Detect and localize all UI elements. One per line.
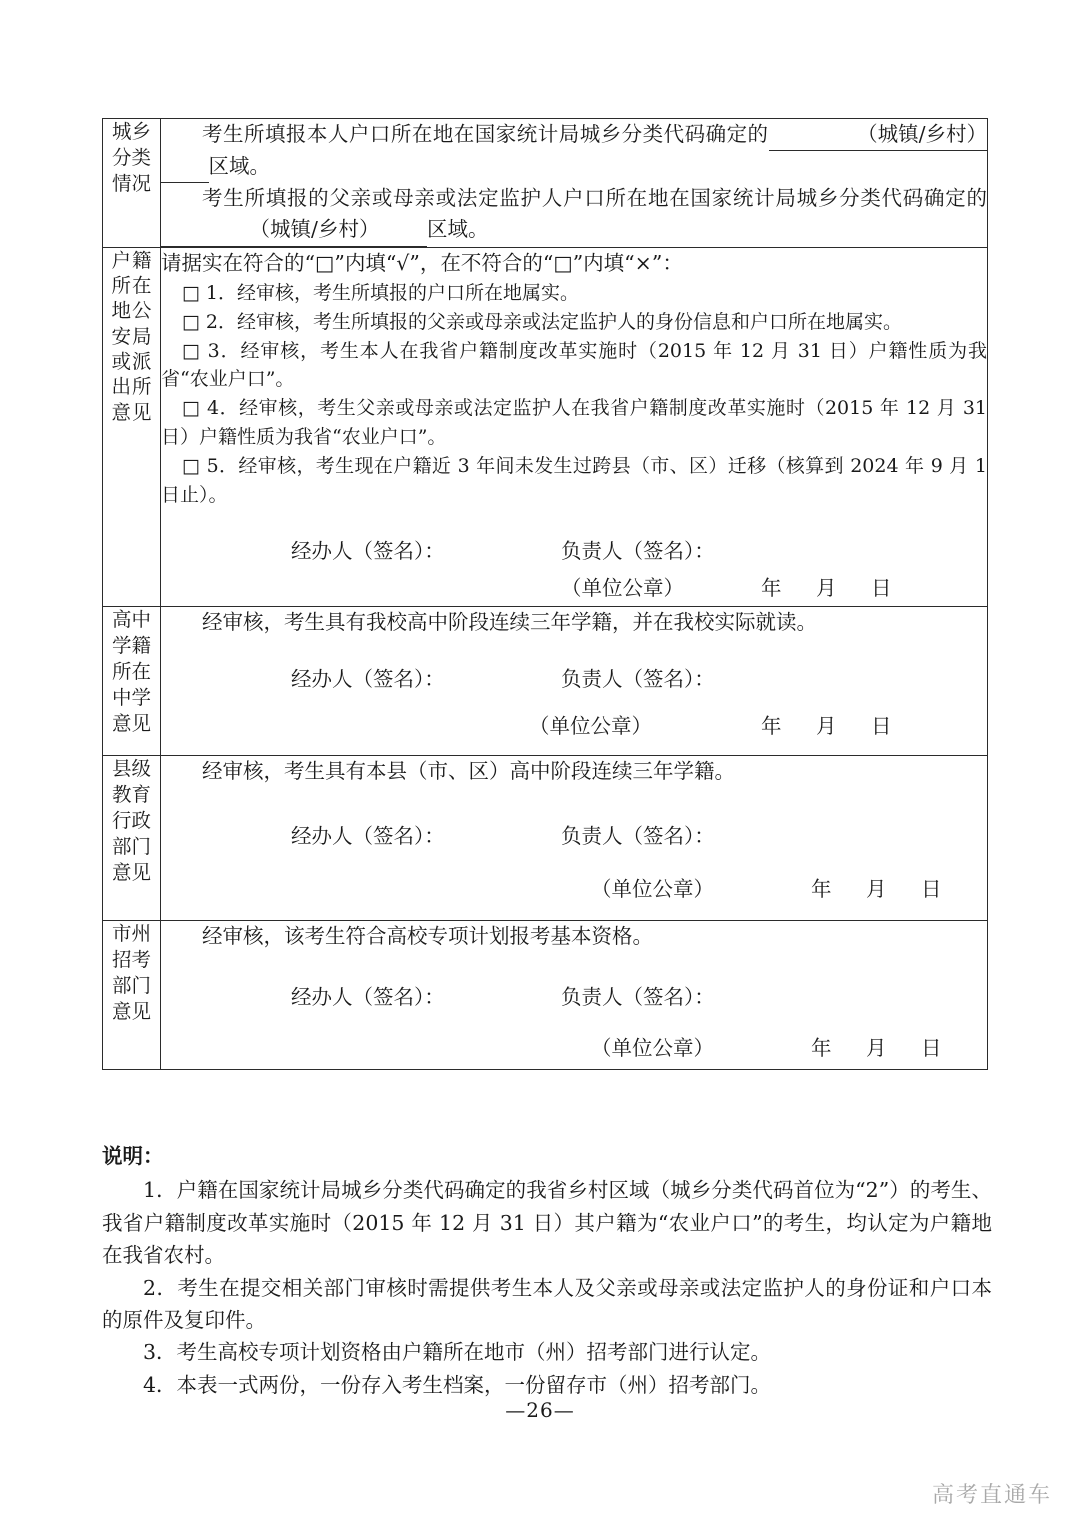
label-char: 见 — [132, 400, 152, 424]
signature-line — [161, 821, 987, 852]
label-line: 行政 — [111, 808, 151, 832]
checkbox-number-1: 1． — [205, 281, 237, 304]
responsible-signature-label[interactable]: 负责人（签名）： — [561, 666, 715, 691]
label-char: 安 — [111, 324, 131, 348]
row-body-city-exam — [161, 920, 988, 1069]
label-char: 籍 — [132, 248, 152, 272]
checkbox-item-5[interactable] — [161, 452, 987, 510]
checkbox-label-1: 经审核，考生所填报的户口所在地属实。 — [236, 281, 579, 304]
label-line: 高中 — [111, 607, 151, 631]
label-line: 部门 — [111, 835, 151, 858]
signature-block-city — [161, 982, 987, 1064]
label-line: 部门 — [111, 973, 151, 997]
date-fields[interactable]: 年 月 日 — [811, 1035, 956, 1060]
review-form-table — [102, 118, 988, 1070]
signature-line — [161, 982, 987, 1013]
paragraph-text-lead-2: 考生所填报的父亲或母亲或法定监护人户口所在地在国家统计局城乡分类代码确定的 — [202, 186, 987, 211]
checkbox-number-4: 4． — [206, 397, 240, 420]
label-char: 户 — [111, 248, 131, 272]
row-label-urban-rural — [103, 119, 161, 248]
label-column-left — [111, 248, 131, 425]
row-body-high-school — [161, 606, 988, 755]
checkbox-number-3: 3． — [207, 339, 241, 362]
note-item-1: 1．户籍在国家统计局城乡分类代码确定的我省乡村区域（城乡分类代码首位为“2”）的考生、我省户籍制度改革实施时（2015 年 12 月 31 日）其户籍为“农业户口”的考生，均认定为户籍地在我省农村。 — [102, 1178, 992, 1268]
row-label-city-exam — [103, 920, 161, 1069]
label-line: 情况 — [111, 172, 151, 196]
label-line: 分类 — [111, 146, 151, 170]
signature-block-high-school — [161, 664, 987, 742]
blank-underline-prefix — [769, 119, 817, 151]
signature-line — [161, 536, 987, 567]
label-line: 教育 — [111, 782, 151, 806]
checkbox-number-5: 5． — [206, 455, 239, 478]
label-line: 县级 — [111, 756, 151, 780]
page-number: —26— — [505, 1398, 575, 1422]
paragraph-text-tail-2: 区域。 — [426, 217, 489, 242]
row-body-county-education — [161, 755, 988, 920]
label-stack-urban-rural — [103, 119, 160, 197]
checkbox-box-4[interactable]: □ — [181, 397, 201, 420]
label-char: 公 — [132, 299, 152, 323]
checkbox-number-2: 2． — [205, 310, 237, 333]
checkbox-item-3[interactable] — [161, 337, 987, 395]
notes-section — [102, 1140, 992, 1401]
label-char: 局 — [132, 324, 152, 348]
label-char: 出 — [111, 375, 131, 399]
checkbox-item-4[interactable] — [161, 394, 987, 452]
official-seal-label: （单位公章） — [591, 876, 714, 901]
checkbox-label-2: 经审核，考生所填报的父亲或母亲或法定监护人的身份信息和户口所在地属实。 — [236, 310, 902, 333]
label-char: 所 — [132, 375, 152, 399]
checkbox-label-4: 经审核，考生父亲或母亲或法定监护人在我省户籍制度改革实施时（2015 年 12 月 31 日）户籍性质为我省“农业户口”。 — [161, 397, 988, 449]
table-row-police-opinion — [103, 247, 988, 606]
statement-high-school: 经审核，考生具有我校高中阶段连续三年学籍，并在我校实际就读。 — [202, 609, 817, 634]
label-stack-city-exam — [103, 921, 160, 1026]
date-fields[interactable]: 年 月 日 — [761, 575, 906, 600]
label-column-right — [132, 248, 152, 425]
seal-line — [161, 1033, 987, 1064]
blank-field-urban-rural-1[interactable]: （城镇/乡村） — [816, 119, 987, 151]
signature-line — [161, 664, 987, 695]
row-body-urban-rural — [161, 119, 988, 248]
seal-line — [161, 874, 987, 905]
checkbox-box-1[interactable]: □ — [181, 281, 200, 304]
note-item-3: 3．考生高校专项计划资格由户籍所在地市（州）招考部门进行认定。 — [143, 1340, 772, 1365]
statement-city-exam: 经审核，该考生符合高校专项计划报考基本资格。 — [202, 923, 653, 948]
label-char: 或 — [111, 350, 131, 373]
blank-underline-suffix — [161, 151, 209, 183]
paragraph-text-tail: 区域。 — [208, 154, 271, 179]
table-row-high-school — [103, 606, 988, 755]
official-seal-label: （单位公章） — [529, 713, 652, 738]
row-body-police-opinion — [161, 247, 988, 606]
table-row-county-education — [103, 755, 988, 920]
handler-signature-label[interactable]: 经办人（签名）： — [291, 666, 445, 691]
checkbox-instruction: 请据实在符合的“□”内填“√”，在不符合的“□”内填“×”： — [161, 250, 683, 275]
blank-underline-prefix-2 — [161, 214, 209, 246]
label-line: 意见 — [111, 861, 151, 885]
label-line: 意见 — [111, 712, 151, 736]
label-line: 所在 — [111, 659, 151, 683]
label-char: 派 — [132, 350, 152, 373]
seal-line — [161, 711, 987, 742]
row-label-county-education — [103, 755, 161, 920]
blank-field-urban-rural-2[interactable]: （城镇/乡村） — [209, 214, 380, 246]
label-line: 中学 — [111, 686, 151, 709]
seal-line — [161, 573, 987, 604]
paragraph-applicant-residence — [161, 119, 987, 183]
paragraph-guardian-residence — [161, 183, 987, 246]
statement-county-education: 经审核，考生具有本县（市、区）高中阶段连续三年学籍。 — [202, 758, 735, 783]
notes-title: 说明： — [102, 1144, 164, 1168]
label-char: 所 — [111, 273, 131, 297]
checkbox-box-5[interactable]: □ — [181, 455, 201, 478]
note-item-4: 4．本表一式两份，一份存入考生档案，一份留存市（州）招考部门。 — [143, 1372, 772, 1397]
signature-block-police — [161, 536, 987, 604]
handler-signature-label[interactable]: 经办人（签名）： — [291, 538, 445, 563]
label-line: 意见 — [111, 1000, 151, 1023]
label-stack-county-education — [103, 756, 160, 887]
checkbox-box-2[interactable]: □ — [181, 310, 200, 333]
label-line: 学籍 — [111, 633, 151, 657]
checkbox-label-3: 经审核，考生本人在我省户籍制度改革实施时（2015 年 12 月 31 日）户籍性质为我省“农业户口”。 — [161, 339, 987, 391]
responsible-signature-label[interactable]: 负责人（签名）： — [561, 984, 715, 1009]
label-stack-police — [103, 248, 160, 425]
paragraph-text-lead: 考生所填报本人户口所在地在国家统计局城乡分类代码确定的 — [202, 122, 769, 146]
handler-signature-label[interactable]: 经办人（签名）： — [291, 823, 445, 848]
table-row-urban-rural — [103, 119, 988, 248]
responsible-signature-label[interactable]: 负责人（签名）： — [561, 538, 715, 563]
label-stack-high-school — [103, 607, 160, 738]
checkbox-label-5: 经审核，考生现在户籍近 3 年间未发生过跨县（市、区）迁移（核算到 2024 年 9 月 1 日止）。 — [161, 455, 988, 506]
handler-signature-label[interactable]: 经办人（签名）： — [291, 984, 445, 1009]
table-row-city-exam — [103, 920, 988, 1069]
label-line: 城乡 — [111, 120, 151, 143]
date-fields[interactable]: 年 月 日 — [761, 713, 906, 738]
date-fields[interactable]: 年 月 日 — [811, 876, 956, 901]
row-label-police-opinion — [103, 247, 161, 606]
label-char: 意 — [111, 400, 131, 424]
official-seal-label: （单位公章） — [591, 1035, 714, 1060]
label-line: 市州 — [111, 921, 151, 945]
label-char: 在 — [132, 273, 152, 297]
checkbox-item-1[interactable] — [161, 279, 987, 308]
signature-block-county — [161, 821, 987, 905]
row-label-high-school — [103, 606, 161, 755]
checkbox-box-3[interactable]: □ — [181, 339, 201, 362]
watermark: 高考直通车 — [931, 1483, 1052, 1508]
blank-underline-suffix-2 — [379, 214, 427, 246]
checkbox-item-2[interactable] — [161, 308, 987, 337]
label-line: 招考 — [111, 947, 151, 971]
responsible-signature-label[interactable]: 负责人（签名）： — [561, 823, 715, 848]
official-seal-label: （单位公章） — [561, 575, 684, 600]
note-item-2: 2．考生在提交相关部门审核时需提供考生本人及父亲或母亲或法定监护人的身份证和户口本的原件及复印件。 — [102, 1275, 992, 1332]
label-char: 地 — [111, 299, 131, 323]
